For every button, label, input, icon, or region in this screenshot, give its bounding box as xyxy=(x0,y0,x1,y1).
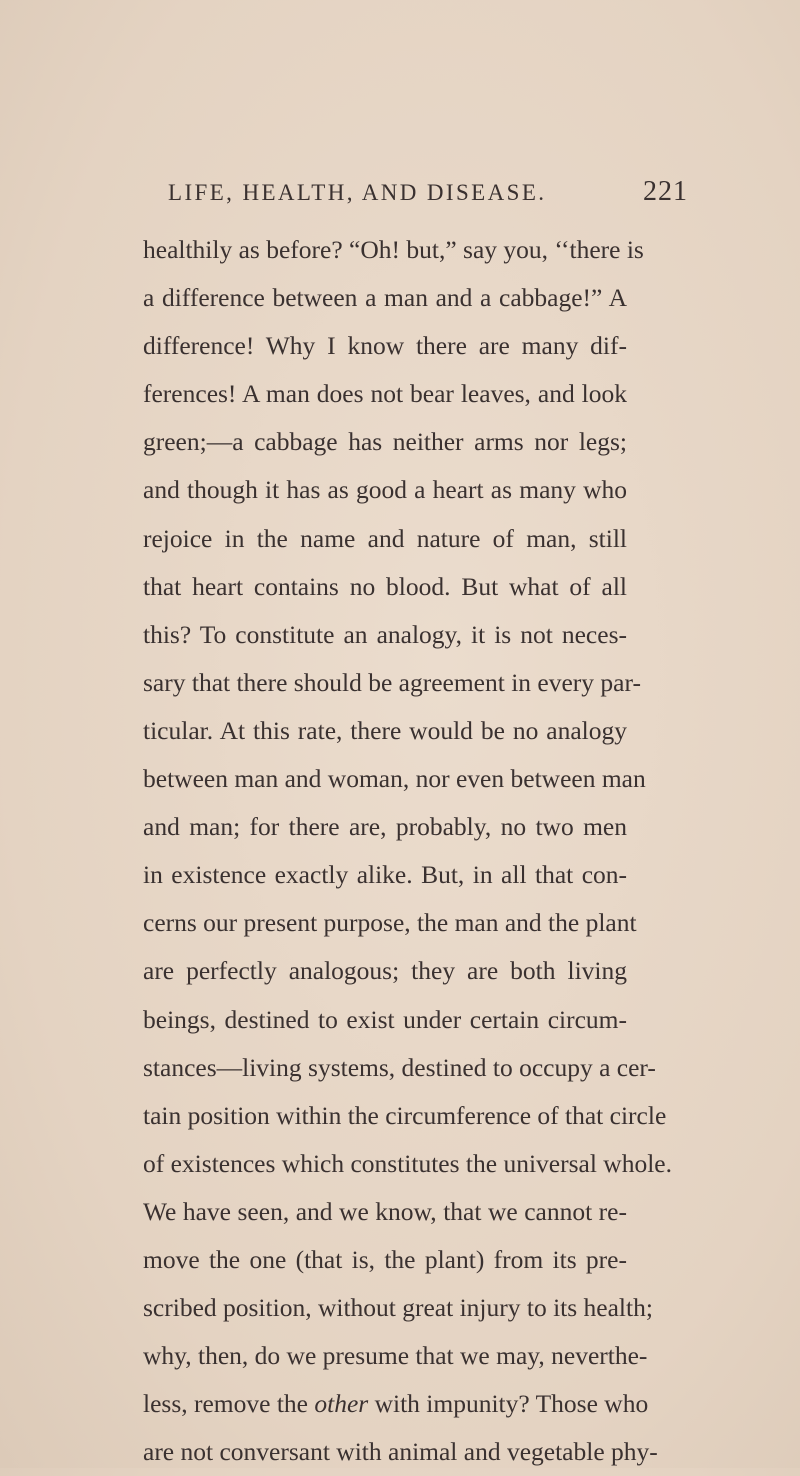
text-line: stances—living systems, destined to occupy a cer- xyxy=(143,1052,656,1082)
text-line: are not conversant with animal and vegetable phy- xyxy=(143,1437,658,1467)
text-line: ticular. At this rate, there would be no analogy xyxy=(143,715,627,745)
text-line: less, remove the other with impunity? Those who xyxy=(143,1389,649,1419)
running-title: LIFE, HEALTH, AND DISEASE. xyxy=(168,180,547,205)
body-text xyxy=(143,226,672,1476)
text-line: beings, destined to exist under certain circum- xyxy=(143,1004,627,1034)
text-line: are perfectly analogous; they are both living xyxy=(143,956,627,986)
text-line: in existence exactly alike. But, in all that con- xyxy=(143,860,627,890)
text-line: that heart contains no blood. But what of all xyxy=(143,571,627,601)
page-number: 221 xyxy=(643,176,688,207)
text-line: of existences which constitutes the universal whole. xyxy=(143,1148,672,1178)
text-line: why, then, do we presume that we may, neverthe- xyxy=(143,1341,648,1371)
running-head xyxy=(168,176,688,220)
text-line: scribed position, without great injury to its health; xyxy=(143,1293,653,1323)
text-line: difference! Why I know there are many dif- xyxy=(143,331,627,361)
text-line: rejoice in the name and nature of man, still xyxy=(143,523,627,553)
text-line: tain position within the circumference of that circle xyxy=(143,1100,667,1130)
text-line: ferences! A man does not bear leaves, and look xyxy=(143,379,627,409)
text-line: healthily as before? “Oh! but,” say you, ‘‘there is xyxy=(143,235,644,264)
text-line: between man and woman, nor even between man xyxy=(143,764,646,794)
text-line: cerns our present purpose, the man and the plant xyxy=(143,908,637,938)
text-line: and man; for there are, probably, no two men xyxy=(143,812,627,842)
text-line: this? To constitute an analogy, it is not neces- xyxy=(143,619,627,649)
text-line: a difference between a man and a cabbage!” A xyxy=(143,283,627,313)
text-line: We have seen, and we know, that we cannot re- xyxy=(143,1196,627,1226)
text-line: move the one (that is, the plant) from its pre- xyxy=(143,1244,627,1274)
text-line: sary that there should be agreement in every par- xyxy=(143,667,641,697)
italic-word: other xyxy=(314,1389,369,1419)
text-line: green;—a cabbage has neither arms nor legs; xyxy=(143,427,627,457)
text-line: and though it has as good a heart as many who xyxy=(143,475,627,505)
